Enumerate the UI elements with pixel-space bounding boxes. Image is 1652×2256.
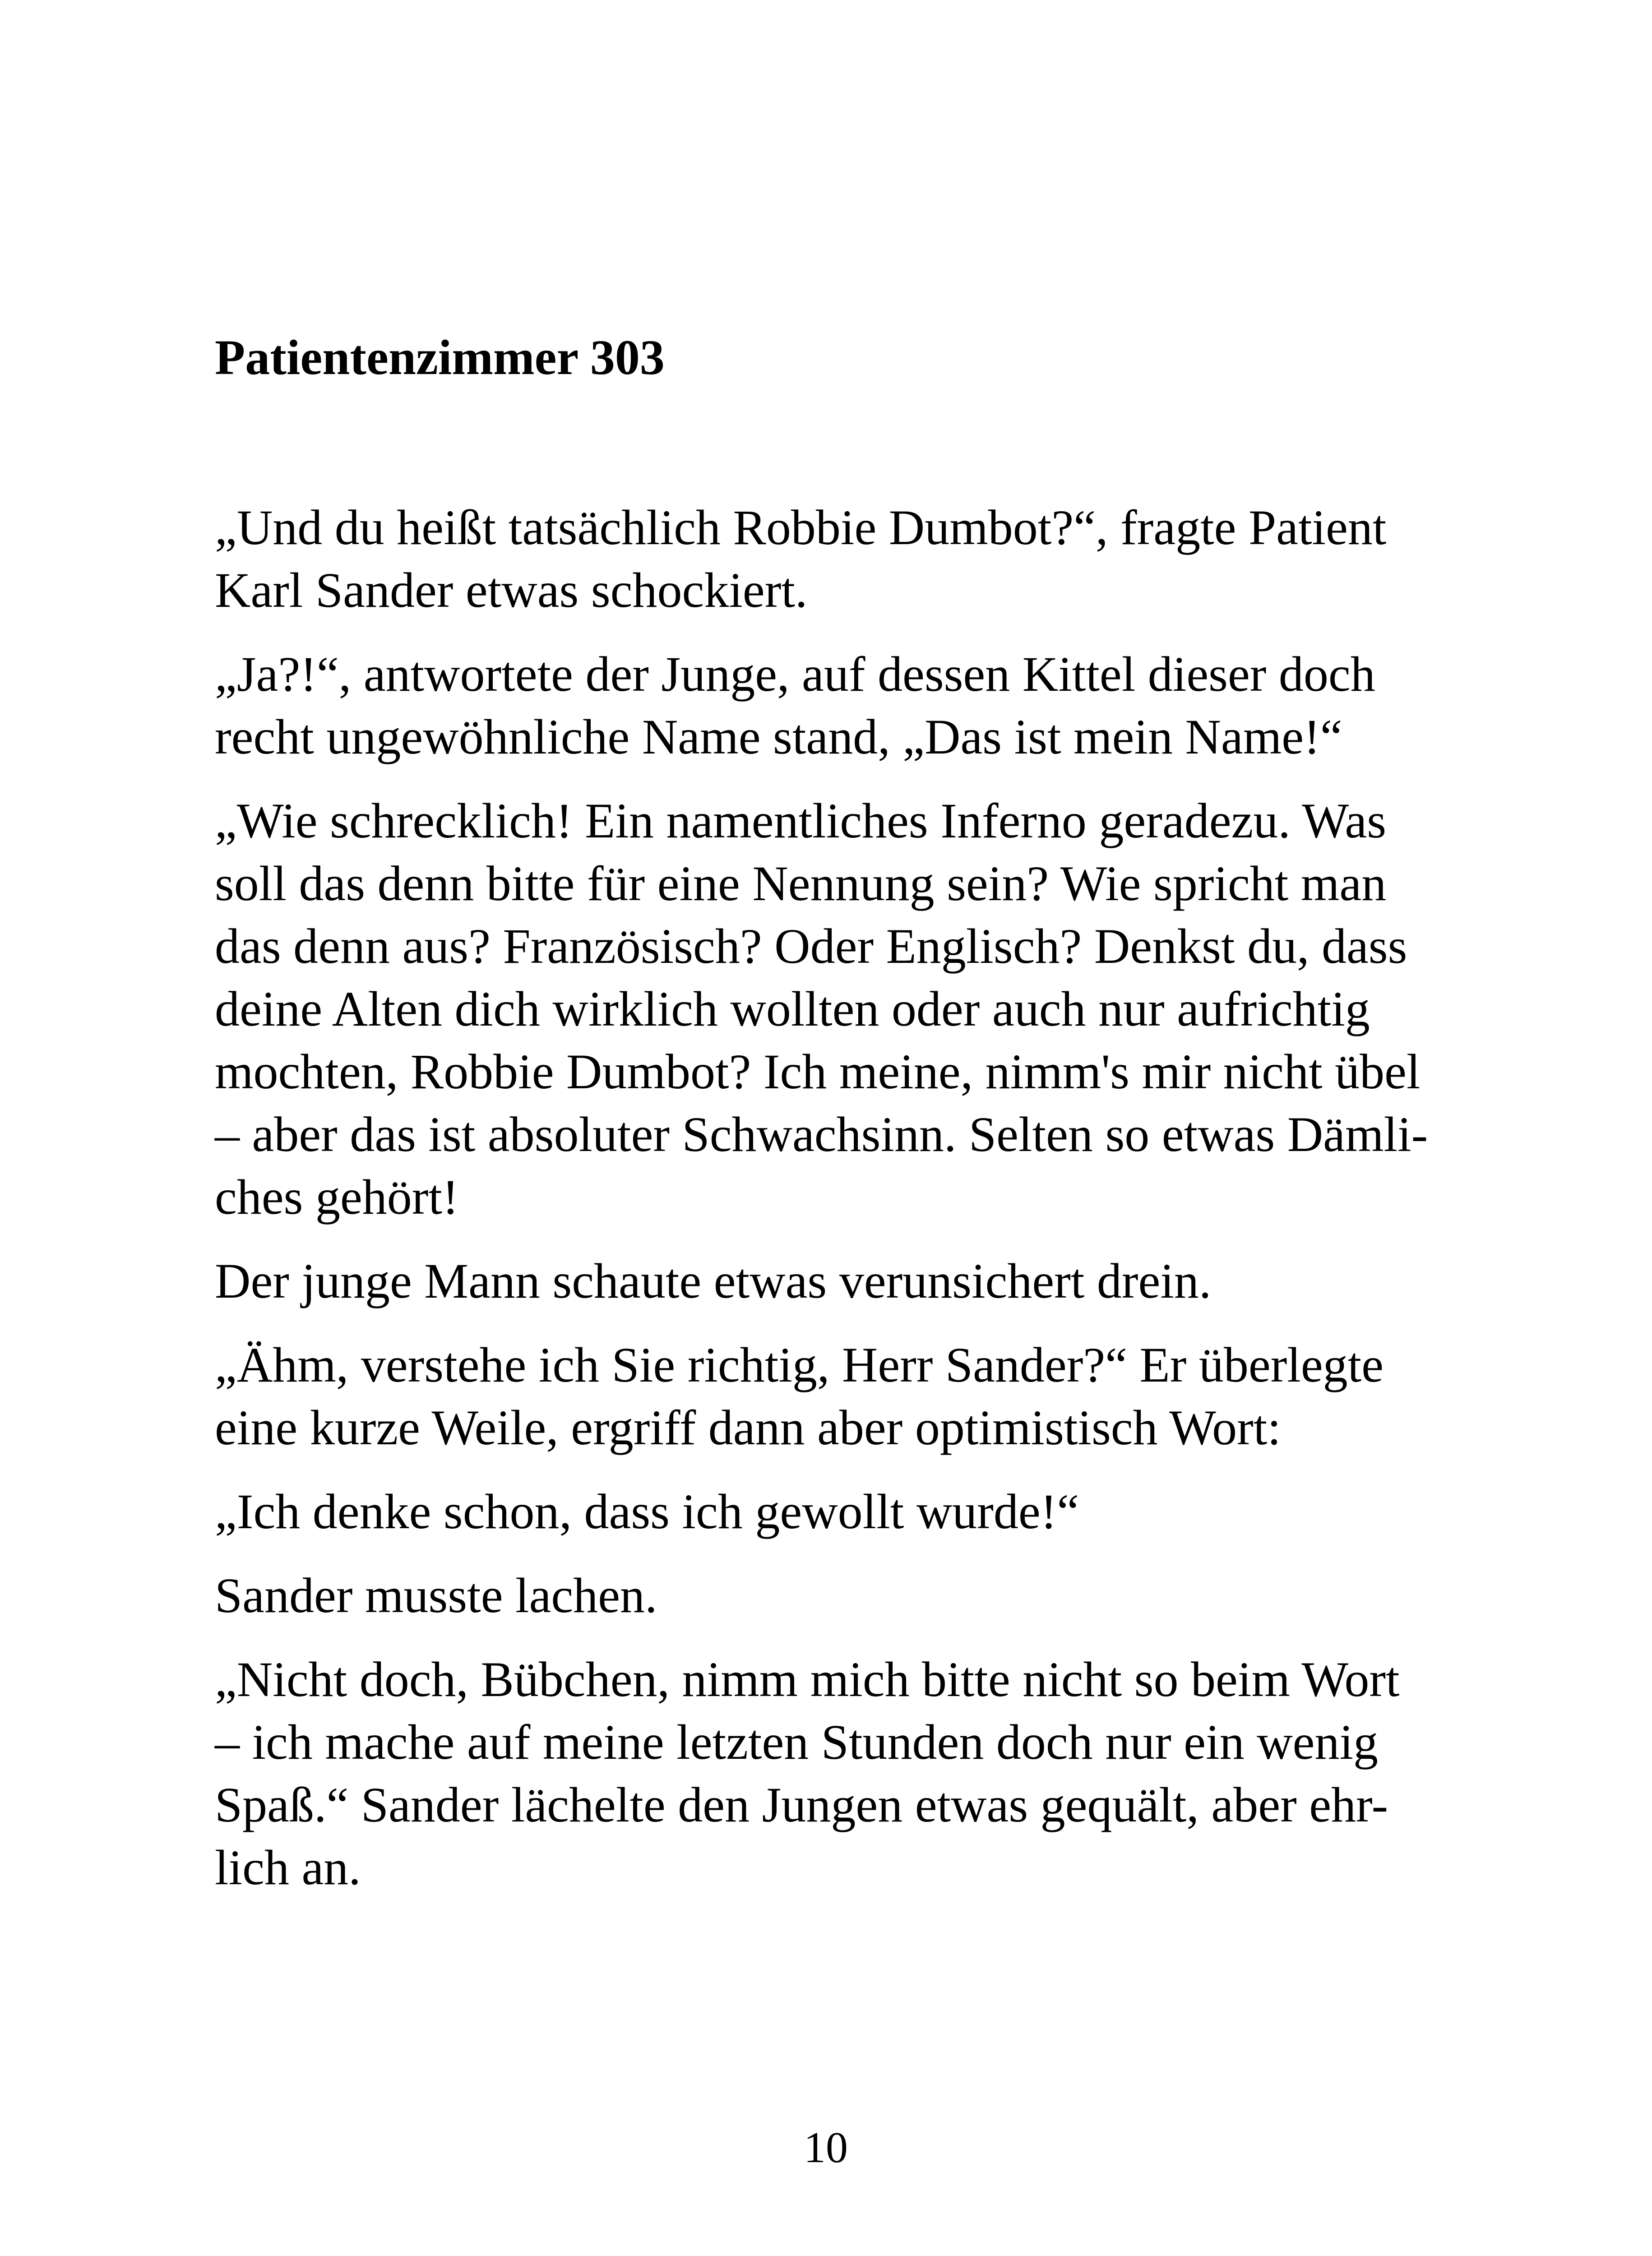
paragraph (215, 1648, 1478, 1899)
paragraph (215, 1334, 1478, 1459)
paragraph (215, 1250, 1478, 1313)
text-line: „Und du heißt tatsächlich Robbie Dumbot?“, fragte Patient (215, 500, 1387, 555)
text-line: „Wie schrecklich! Ein namentliches Inferno geradezu. Was (215, 793, 1387, 848)
paragraph (215, 1564, 1478, 1627)
text-line: eine kurze Weile, ergriff dann aber optimistisch Wort: (215, 1400, 1281, 1455)
text-line: – ich mache auf meine letzten Stunden doch nur ein wenig (215, 1715, 1379, 1770)
text-line: das denn aus? Französisch? Oder Englisch? Denkst du, dass (215, 919, 1407, 974)
text-line: Karl Sander etwas schockiert. (215, 563, 808, 618)
paragraph (215, 643, 1478, 768)
paragraph (215, 790, 1478, 1229)
text-line: „Nicht doch, Bübchen, nimm mich bitte nicht so beim Wort (215, 1652, 1400, 1707)
page-number: 10 (804, 2123, 848, 2172)
text-line: „Ich denke schon, dass ich gewollt wurde!“ (215, 1484, 1079, 1539)
text-line: ches gehört! (215, 1170, 459, 1225)
text-line: Der junge Mann schaute etwas verunsichert drein. (215, 1253, 1212, 1308)
text-line: mochten, Robbie Dumbot? Ich meine, nimm's mir nicht übel (215, 1044, 1421, 1099)
text-line: lich an. (215, 1840, 361, 1895)
paragraph (215, 1480, 1478, 1543)
text-line: „Ähm, verstehe ich Sie richtig, Herr Sander?“ Er überlegte (215, 1337, 1384, 1392)
text-line: „Ja?!“, antwortete der Junge, auf dessen Kittel dieser doch (215, 647, 1375, 702)
text-line: recht ungewöhnliche Name stand, „Das ist mein Name!“ (215, 709, 1342, 764)
text-line: deine Alten dich wirklich wollten oder auch nur aufrichtig (215, 981, 1370, 1036)
paragraph (215, 496, 1478, 622)
chapter-title: Patientenzimmer 303 (215, 330, 665, 385)
text-line: – aber das ist absoluter Schwachsinn. Selten so etwas Dämli- (215, 1107, 1428, 1162)
text-line: Sander musste lachen. (215, 1568, 657, 1623)
text-line: Spaß.“ Sander lächelte den Jungen etwas gequält, aber ehr- (215, 1777, 1388, 1832)
body-text (215, 496, 1478, 1920)
text-line: soll das denn bitte für eine Nennung sein? Wie spricht man (215, 856, 1387, 911)
